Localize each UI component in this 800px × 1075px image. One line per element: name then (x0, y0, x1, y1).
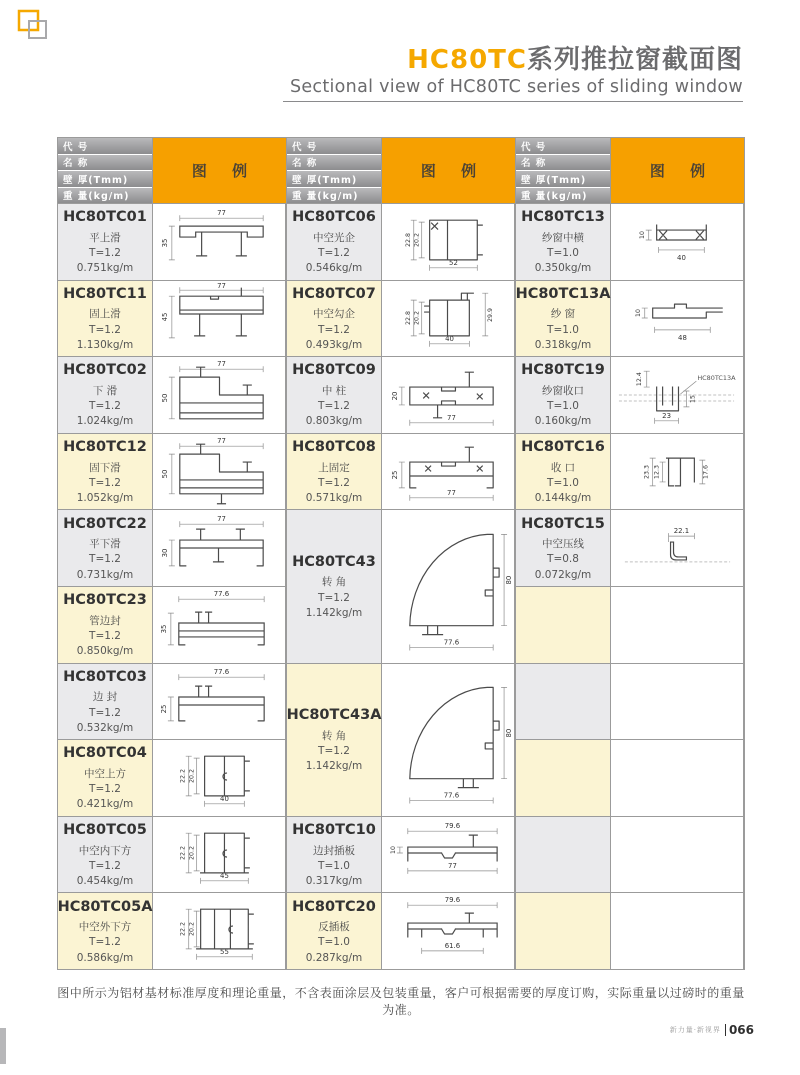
empty-diagram-cell (611, 740, 744, 817)
profile-name: 中空外下方 (78, 921, 132, 934)
dim-label: 40 (445, 335, 454, 344)
profile-thickness: T=1.0 (547, 476, 579, 489)
dim-label: 20.2 (188, 845, 196, 860)
diagram-cell-hc80tc04 (153, 740, 286, 817)
profile-name: 转 角 (321, 729, 347, 742)
profile-name: 纱 窗 (550, 308, 576, 321)
header-weight: 重 量(kg/m) (287, 188, 381, 204)
profile-name: 中空勾企 (313, 308, 355, 321)
dim-label: 45 (220, 871, 229, 880)
dim-label: 15 (689, 394, 697, 403)
profile-thickness: T=1.2 (89, 246, 121, 259)
dim-label: 50 (160, 469, 169, 478)
profile-weight: 1.052kg/m (76, 491, 134, 504)
profile-name: 中空上方 (84, 767, 126, 780)
header-thickness: 壁 厚(Tmm) (516, 171, 610, 187)
profile-name: 上固定 (318, 461, 350, 474)
empty-label-cell (516, 893, 611, 970)
profile-code: HC80TC13A (515, 285, 611, 302)
label-cell-hc80tc43 (287, 510, 382, 663)
profile-thickness: T=1.2 (89, 936, 121, 949)
profile-code: HC80TC23 (63, 592, 147, 609)
label-cell-hc80tc16 (516, 434, 611, 511)
label-cell-hc80tc03 (58, 664, 153, 741)
header-name: 名 称 (58, 155, 152, 171)
profile-name: 边封插板 (313, 844, 355, 857)
diagram-cell-hc80tc09 (382, 357, 515, 434)
profile-weight: 0.546kg/m (305, 262, 363, 275)
page-footer (670, 1024, 754, 1036)
footer-note: 图中所示为铝材基材标准厚度和理论重量，不含表面涂层及包装重量，客户可根据需要的厚度订购，实际重量以过磅时的重量为准。 (57, 986, 745, 1017)
diagram-cell-hc80tc43 (382, 510, 515, 663)
profile-section-diagram (611, 510, 743, 586)
dim-label: 77 (447, 413, 456, 422)
label-cell-hc80tc08 (287, 434, 382, 511)
profile-weight: 1.142kg/m (305, 760, 363, 773)
profile-section-diagram (153, 740, 285, 816)
header-legend: 图 例 (153, 138, 286, 203)
profile-code: HC80TC15 (521, 515, 605, 532)
dim-label: 10 (634, 309, 642, 318)
page-title (283, 46, 743, 75)
dim-label: 48 (678, 334, 687, 343)
dim-label: 80 (505, 728, 514, 738)
empty-label-cell (516, 587, 611, 664)
diagram-cell-hc80tc05a (153, 893, 286, 970)
dim-label: 30 (160, 548, 169, 558)
profile-weight: 0.318kg/m (534, 338, 592, 351)
profile-name: 收 口 (550, 461, 576, 474)
diagram-cell-hc80tc43a (382, 664, 515, 817)
profile-name: 管边封 (89, 614, 121, 627)
profile-weight: 1.130kg/m (76, 338, 134, 351)
catalog-column-group-3 (515, 137, 744, 970)
empty-diagram-cell (611, 587, 744, 664)
profile-code: HC80TC02 (63, 362, 147, 379)
label-cell-hc80tc23 (58, 587, 153, 664)
label-cell-hc80tc11 (58, 281, 153, 358)
dim-label: 77 (217, 515, 226, 524)
label-cell-hc80tc05 (58, 817, 153, 894)
profile-name: 固上滑 (89, 308, 121, 321)
profile-section-diagram (382, 893, 514, 969)
dim-label: 55 (220, 947, 229, 956)
empty-label-cell (516, 664, 611, 741)
label-cell-hc80tc10 (287, 817, 382, 894)
profile-weight: 0.317kg/m (305, 874, 363, 887)
dim-label: 52 (449, 258, 458, 267)
group3-body (516, 203, 744, 970)
profile-weight: 0.421kg/m (76, 798, 134, 811)
profile-thickness: T=1.2 (318, 591, 350, 604)
profile-code: HC80TC43A (286, 707, 382, 724)
diagram-cell-hc80tc02 (153, 357, 286, 434)
label-cell-hc80tc20 (287, 893, 382, 970)
profile-thickness: T=1.2 (89, 859, 121, 872)
profile-weight: 1.024kg/m (76, 415, 134, 428)
profile-thickness: T=1.2 (89, 323, 121, 336)
dim-label: 22.8 (404, 232, 412, 247)
dim-label: 61.6 (444, 942, 461, 951)
dim-label: 20.2 (413, 311, 421, 326)
profile-name: 中 柱 (321, 385, 347, 397)
profile-code: HC80TC20 (292, 898, 376, 915)
header-weight: 重 量(kg/m) (516, 188, 610, 204)
profile-weight: 0.160kg/m (534, 415, 592, 428)
profile-section-diagram (153, 434, 285, 510)
header-thickness: 壁 厚(Tmm) (287, 171, 381, 187)
label-cell-hc80tc04 (58, 740, 153, 817)
profile-code: HC80TC08 (292, 439, 376, 456)
profile-code: HC80TC22 (63, 515, 147, 532)
profile-thickness: T=1.2 (318, 744, 350, 757)
group1-header-labels (58, 138, 153, 203)
diagram-cell-hc80tc15 (611, 510, 744, 587)
empty-diagram-cell (611, 893, 744, 970)
diagram-cell-hc80tc16 (611, 434, 744, 511)
profile-section-diagram (382, 357, 514, 433)
profile-thickness: T=1.2 (318, 323, 350, 336)
diagram-cell-hc80tc08 (382, 434, 515, 511)
label-cell-hc80tc06 (287, 204, 382, 281)
dim-label: 12.3 (653, 464, 661, 479)
profile-section-diagram (153, 664, 285, 740)
profile-name: 中空压线 (542, 538, 584, 551)
dim-label: 77.6 (443, 791, 460, 800)
dim-label: 77 (217, 208, 226, 217)
dim-label: 23 (662, 411, 671, 420)
dim-label: 40 (677, 253, 686, 262)
profile-name: 固下滑 (89, 461, 121, 474)
dim-label: 77 (217, 360, 226, 369)
dim-label: 79.6 (444, 896, 461, 905)
dim-label: 17.6 (702, 464, 710, 479)
dim-label: 25 (390, 470, 399, 479)
catalog-column-group-2 (286, 137, 515, 970)
profile-name: 中空内下方 (78, 844, 132, 857)
label-cell-hc80tc13a (516, 281, 611, 358)
dim-label: 20.2 (188, 922, 196, 937)
profile-section-diagram (382, 204, 514, 280)
diagram-cell-hc80tc03 (153, 664, 286, 741)
label-cell-hc80tc01 (58, 204, 153, 281)
profile-section-diagram (153, 357, 285, 433)
reference-profile-label: HC80TC13A (697, 374, 736, 383)
diagram-cell-hc80tc23 (153, 587, 286, 664)
profile-thickness: T=1.2 (318, 246, 350, 259)
profile-thickness: T=1.2 (89, 400, 121, 413)
profile-weight: 0.586kg/m (76, 951, 134, 964)
profile-weight: 0.571kg/m (305, 491, 363, 504)
profile-thickness: T=0.8 (547, 553, 579, 566)
diagram-cell-hc80tc01 (153, 204, 286, 281)
header-name: 名 称 (287, 155, 381, 171)
label-cell-hc80tc09 (287, 357, 382, 434)
profile-name: 转 角 (321, 576, 347, 589)
profile-code: HC80TC13 (521, 209, 605, 226)
page-subtitle: Sectional view of HC80TC series of sliding window (289, 76, 743, 97)
profile-thickness: T=1.0 (547, 323, 579, 336)
profile-code: HC80TC07 (292, 285, 376, 302)
empty-label-cell (516, 817, 611, 894)
profile-thickness: T=1.2 (89, 629, 121, 642)
header-legend: 图 例 (382, 138, 515, 203)
group2-header-labels (287, 138, 382, 203)
label-cell-hc80tc12 (58, 434, 153, 511)
dim-label: 35 (159, 624, 168, 634)
diagram-cell-hc80tc20 (382, 893, 515, 970)
profile-name: 中空光企 (313, 231, 355, 244)
catalog-column-group-1 (57, 137, 286, 970)
diagram-cell-hc80tc19 (611, 357, 744, 434)
profile-code: HC80TC03 (63, 668, 147, 685)
label-cell-hc80tc22 (58, 510, 153, 587)
profile-thickness: T=1.0 (318, 859, 350, 872)
empty-diagram-cell (611, 817, 744, 894)
dim-label: 77 (217, 436, 226, 445)
dim-label: 45 (160, 312, 169, 322)
dim-label: 22.2 (179, 922, 187, 937)
profile-weight: 0.532kg/m (76, 721, 134, 734)
diagram-cell-hc80tc13a (611, 281, 744, 358)
dim-label: 29.9 (487, 308, 495, 323)
group1-header (58, 138, 286, 203)
profile-section-diagram (153, 281, 285, 357)
profile-section-diagram (153, 204, 285, 280)
title-divider (283, 101, 743, 102)
profile-thickness: T=1.0 (547, 400, 579, 413)
profile-thickness: T=1.2 (89, 783, 121, 796)
profile-name: 边 封 (92, 691, 118, 704)
dim-label: 20.2 (188, 769, 196, 783)
dim-label: 10 (638, 230, 646, 239)
profile-thickness: T=1.2 (318, 476, 350, 489)
profile-thickness: T=1.2 (89, 553, 121, 566)
profile-name: 平下滑 (89, 538, 121, 551)
label-cell-hc80tc13 (516, 204, 611, 281)
profile-name: 纱窗中横 (542, 231, 584, 244)
profile-section-diagram (382, 281, 514, 357)
profile-name: 下 滑 (92, 385, 118, 397)
profile-thickness: T=1.0 (318, 936, 350, 949)
header-legend: 图 例 (611, 138, 744, 203)
profile-code: HC80TC05A (57, 898, 153, 915)
dim-label: 10 (389, 845, 397, 854)
profile-code: HC80TC04 (63, 745, 147, 762)
profile-weight: 0.072kg/m (534, 568, 592, 581)
header-code: 代 号 (516, 138, 610, 154)
diagram-cell-hc80tc13 (611, 204, 744, 281)
profile-section-diagram (153, 893, 285, 969)
profile-section-diagram (382, 817, 514, 893)
page-title-series: HC80TC (407, 45, 527, 75)
dim-label: 35 (160, 238, 169, 248)
dim-label: 20 (390, 391, 399, 401)
dim-label: 77 (447, 488, 456, 497)
profile-code: HC80TC16 (521, 439, 605, 456)
dim-label: 22.1 (673, 527, 690, 536)
profile-weight: 0.350kg/m (534, 262, 592, 275)
group1-body (58, 203, 286, 970)
dim-label: 22.2 (179, 769, 187, 783)
diagram-cell-hc80tc06 (382, 204, 515, 281)
label-cell-hc80tc07 (287, 281, 382, 358)
group3-header (516, 138, 744, 203)
header-thickness: 壁 厚(Tmm) (58, 171, 152, 187)
label-cell-hc80tc19 (516, 357, 611, 434)
dim-label: 77.6 (213, 668, 230, 677)
profile-weight: 0.803kg/m (305, 415, 363, 428)
profile-section-diagram (611, 281, 743, 357)
diagram-cell-hc80tc05 (153, 817, 286, 894)
empty-diagram-cell (611, 664, 744, 741)
profile-code: HC80TC09 (292, 362, 376, 379)
profile-weight: 0.850kg/m (76, 645, 134, 658)
label-cell-hc80tc02 (58, 357, 153, 434)
brand-logo-icon (16, 8, 50, 46)
profile-code: HC80TC19 (521, 362, 605, 379)
diagram-cell-hc80tc12 (153, 434, 286, 511)
dim-label: 12.4 (635, 372, 643, 387)
profile-section-diagram (153, 510, 285, 586)
dim-label: 80 (505, 575, 514, 585)
profile-weight: 0.144kg/m (534, 491, 592, 504)
label-cell-hc80tc05a (58, 893, 153, 970)
dim-label: 25 (159, 704, 168, 714)
dim-label: 50 (160, 393, 169, 403)
dim-label: 77 (217, 282, 226, 291)
dim-label: 22.2 (179, 845, 187, 860)
diagram-cell-hc80tc22 (153, 510, 286, 587)
profile-code: HC80TC10 (292, 822, 376, 838)
dim-label: 40 (220, 794, 229, 803)
dim-label: 79.6 (444, 821, 461, 830)
profile-weight: 0.493kg/m (305, 338, 363, 351)
dim-label: 20.2 (413, 232, 421, 247)
diagram-cell-hc80tc07 (382, 281, 515, 358)
group3-header-labels (516, 138, 611, 203)
page-edge-tab (0, 1028, 6, 1064)
profile-thickness: T=1.0 (547, 246, 579, 259)
dim-label: 23.3 (643, 464, 651, 479)
diagram-cell-hc80tc11 (153, 281, 286, 358)
page-header (283, 46, 743, 102)
profile-section-diagram (611, 204, 743, 280)
profile-section-diagram (153, 587, 285, 663)
dim-label: 77.6 (213, 589, 230, 598)
dim-label: 22.8 (404, 311, 412, 326)
profile-catalog-table (57, 137, 745, 970)
profile-section-diagram (611, 434, 743, 510)
profile-weight: 0.454kg/m (76, 874, 134, 887)
profile-section-diagram (382, 434, 514, 510)
profile-section-diagram (611, 357, 743, 433)
header-code: 代 号 (58, 138, 152, 154)
label-cell-hc80tc43a (287, 664, 382, 817)
group2-header (287, 138, 515, 203)
profile-weight: 0.731kg/m (76, 568, 134, 581)
empty-label-cell (516, 740, 611, 817)
profile-code: HC80TC01 (63, 209, 147, 226)
diagram-cell-hc80tc10 (382, 817, 515, 894)
profile-weight: 0.287kg/m (305, 951, 363, 964)
header-code: 代 号 (287, 138, 381, 154)
page-title-rest: 系列推拉窗截面图 (526, 45, 743, 75)
page-number: 066 (725, 1024, 754, 1036)
dim-label: 77 (448, 861, 457, 870)
profile-code: HC80TC11 (63, 285, 147, 302)
profile-weight: 1.142kg/m (305, 606, 363, 619)
profile-name: 反插板 (318, 921, 350, 934)
profile-code: HC80TC12 (63, 439, 147, 456)
profile-code: HC80TC43 (292, 553, 376, 570)
profile-code: HC80TC05 (63, 822, 147, 838)
profile-name: 纱窗收口 (542, 385, 584, 397)
profile-section-diagram (382, 664, 514, 817)
profile-thickness: T=1.2 (318, 400, 350, 413)
dim-label: 77.6 (443, 638, 460, 647)
profile-thickness: T=1.2 (89, 476, 121, 489)
group2-body (287, 203, 515, 970)
footer-brand: 新力量·新视界 (669, 1026, 721, 1034)
profile-name: 平上滑 (89, 231, 121, 244)
header-name: 名 称 (516, 155, 610, 171)
profile-section-diagram (382, 510, 514, 663)
profile-code: HC80TC06 (292, 209, 376, 226)
header-weight: 重 量(kg/m) (58, 188, 152, 204)
profile-weight: 0.751kg/m (76, 262, 134, 275)
label-cell-hc80tc15 (516, 510, 611, 587)
profile-section-diagram (153, 817, 285, 893)
profile-thickness: T=1.2 (89, 706, 121, 719)
